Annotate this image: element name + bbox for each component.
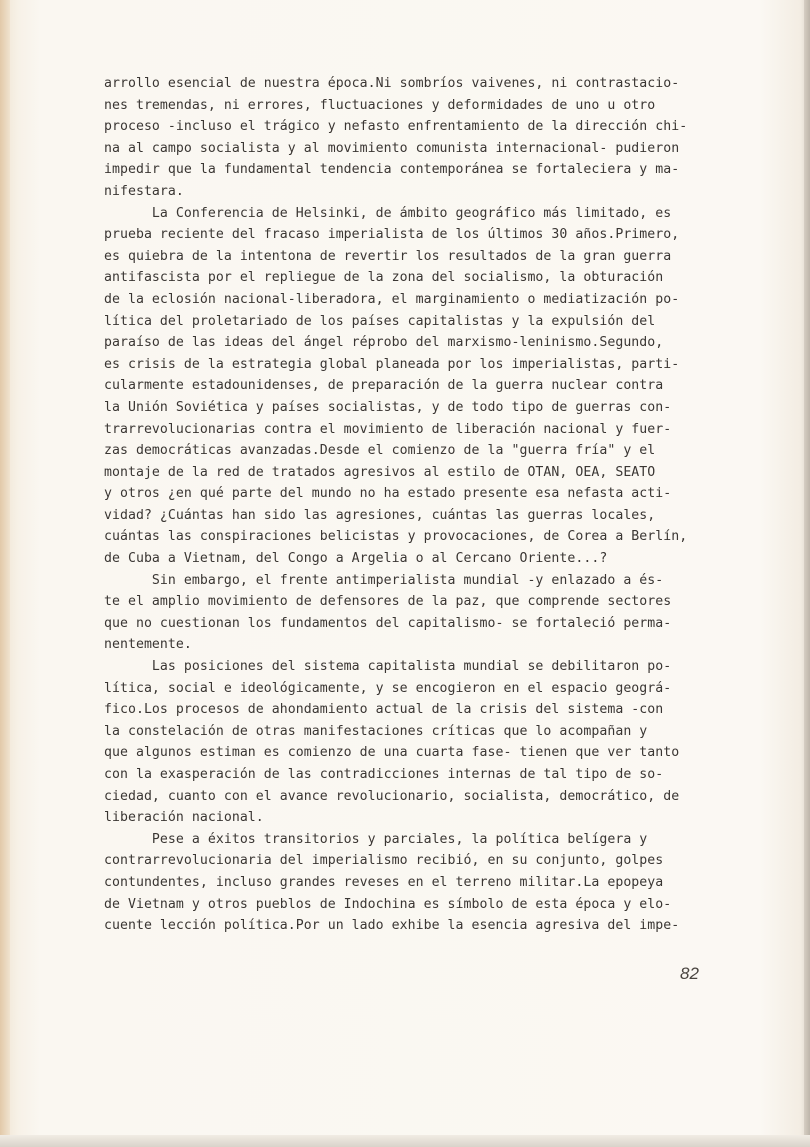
page-bottom-edge bbox=[0, 1135, 810, 1147]
text-line: arrollo esencial de nuestra época.Ni sombríos vaivenes, ni contrastacio- bbox=[104, 76, 680, 91]
page-binding-edge bbox=[0, 0, 10, 1147]
text-line: y otros ¿en qué parte del mundo no ha estado presente esa nefasta acti- bbox=[104, 486, 672, 502]
text-line: la Unión Soviética y países socialistas, y de todo tipo de guerras con- bbox=[104, 399, 672, 415]
text-line: cularmente estadounidenses, de preparación de la guerra nuclear contra bbox=[104, 378, 664, 394]
text-line: zas democráticas avanzadas.Desde el comienzo de la "guerra fría" y el bbox=[104, 443, 656, 459]
text-line: paraíso de las ideas del ángel réprobo del marxismo-leninismo.Segundo, bbox=[104, 335, 664, 351]
text-line: de Vietnam y otros pueblos de Indochina es símbolo de esta época y elo- bbox=[104, 896, 672, 912]
text-line: lítica, social e ideológicamente, y se encogieron en el espacio geográ- bbox=[104, 680, 672, 696]
text-line: es crisis de la estrategia global planeada por los imperialistas, parti- bbox=[104, 356, 680, 372]
text-line: lítica del proletariado de los países capitalistas y la expulsión del bbox=[104, 313, 656, 329]
text-line: vidad? ¿Cuántas han sido las agresiones, cuántas las guerras locales, bbox=[104, 507, 656, 523]
text-line: nifestara. bbox=[104, 183, 184, 199]
text-line: te el amplio movimiento de defensores de la paz, que comprende sectores bbox=[104, 594, 672, 610]
text-line: es quiebra de la intentona de revertir los resultados de la gran guerra bbox=[104, 248, 672, 264]
text-line: Pese a éxitos transitorios y parciales, la política belígera y bbox=[104, 831, 648, 847]
text-line: prueba reciente del fracaso imperialista de los últimos 30 años.Primero, bbox=[104, 227, 680, 243]
text-line: que algunos estiman es comienzo de una cuarta fase- tienen que ver tanto bbox=[104, 745, 680, 761]
text-line: montaje de la red de tratados agresivos al estilo de OTAN, OEA, SEATO bbox=[104, 464, 656, 480]
text-line: contundentes, incluso grandes reveses en el terreno militar.La epopeya bbox=[104, 874, 664, 890]
text-line: Sin embargo, el frente antimperialista mundial -y enlazado a és- bbox=[104, 572, 664, 588]
page-number: 82 bbox=[680, 964, 699, 983]
text-line: cuente lección política.Por un lado exhibe la esencia agresiva del impe- bbox=[104, 918, 680, 934]
body-text bbox=[104, 73, 764, 937]
text-line: nes tremendas, ni errores, fluctuaciones y deformidades de uno u otro bbox=[104, 97, 656, 113]
text-line: cuántas las conspiraciones belicistas y provocaciones, de Corea a Berlín, bbox=[104, 529, 688, 545]
text-line: nentemente. bbox=[104, 637, 192, 653]
text-line: ciedad, cuanto con el avance revolucionario, socialista, democrático, de bbox=[104, 788, 680, 804]
text-line: proceso -incluso el trágico y nefasto enfrentamiento de la dirección chi- bbox=[104, 119, 688, 135]
text-line: na al campo socialista y al movimiento comunista internacional- pudieron bbox=[104, 140, 680, 156]
text-line: con la exasperación de las contradicciones internas de tal tipo de so- bbox=[104, 767, 664, 782]
text-line: de Cuba a Vietnam, del Congo a Argelia o al Cercano Oriente...? bbox=[104, 551, 608, 567]
text-line: de la eclosión nacional-liberadora, el marginamiento o mediatización po- bbox=[104, 291, 680, 307]
text-line: trarrevolucionarias contra el movimiento de liberación nacional y fuer- bbox=[104, 421, 672, 437]
text-line: contrarrevolucionaria del imperialismo recibió, en su conjunto, golpes bbox=[104, 853, 664, 869]
text-line: fico.Los procesos de ahondamiento actual de la crisis del sistema -con bbox=[104, 702, 664, 718]
text-line: la constelación de otras manifestaciones críticas que lo acompañan y bbox=[104, 723, 648, 739]
text-line: liberación nacional. bbox=[104, 810, 264, 826]
text-line: Las posiciones del sistema capitalista mundial se debilitaron po- bbox=[104, 659, 672, 675]
page-right-edge bbox=[804, 0, 810, 1147]
text-line: que no cuestionan los fundamentos del capitalismo- se fortaleció perma- bbox=[104, 615, 672, 631]
text-line: impedir que la fundamental tendencia contemporánea se fortaleciera y ma- bbox=[104, 162, 680, 178]
text-line: antifascista por el repliegue de la zona del socialismo, la obturación bbox=[104, 270, 664, 286]
text-line: La Conferencia de Helsinki, de ámbito geográfico más limitado, es bbox=[104, 205, 672, 221]
